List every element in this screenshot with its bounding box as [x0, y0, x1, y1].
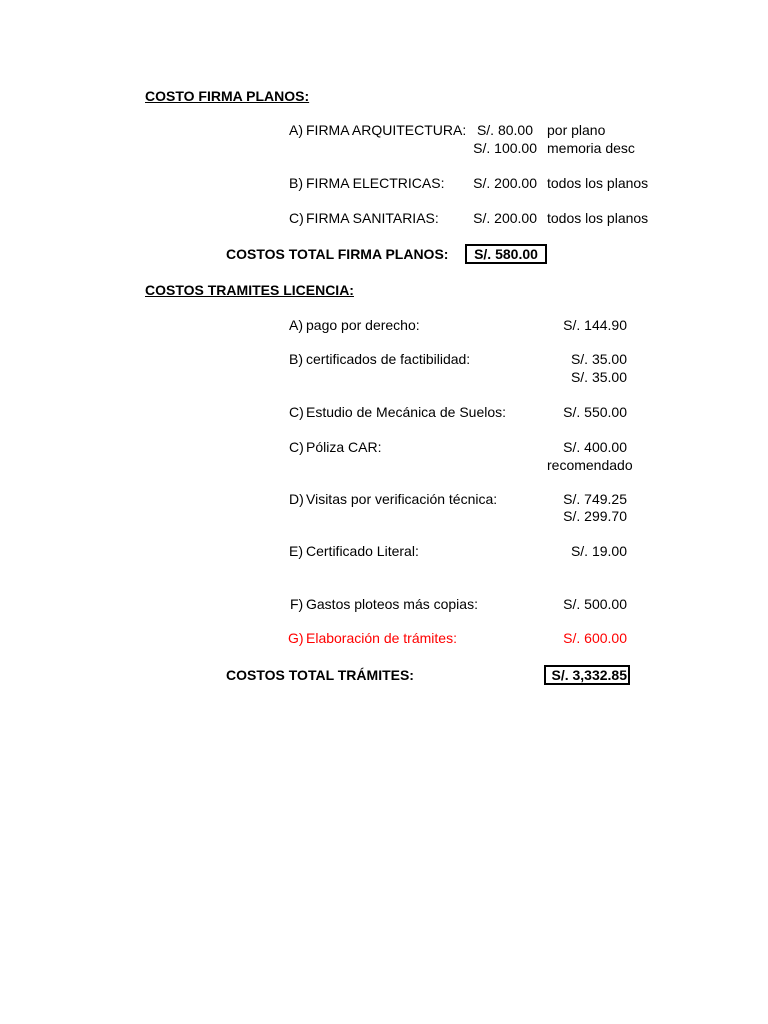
firma-b-amount: S/. 200.00 — [473, 175, 537, 191]
tramite-e-amount: S/. 19.00 — [570, 543, 627, 559]
tramite-g-amount: S/. 600.00 — [563, 630, 627, 646]
tramites-heading: COSTOS TRAMITES LICENCIA: — [145, 282, 354, 298]
firma-b-label: FIRMA ELECTRICAS: — [306, 175, 445, 191]
tramite-b-amount-2: S/. 35.00 — [570, 369, 627, 385]
firma-total-value: S/. 580.00 — [465, 244, 547, 264]
tramite-d-letter: D) — [289, 491, 304, 507]
tramite-g-letter: G) — [288, 630, 304, 646]
tramite-f-letter: F) — [290, 596, 304, 612]
firma-b-note: todos los planos — [547, 175, 649, 191]
tramite-a-amount: S/. 144.90 — [563, 317, 627, 333]
firma-a-note: por plano — [547, 122, 606, 138]
tramite-e-letter: E) — [289, 543, 303, 559]
tramite-a-label: pago por derecho: — [306, 317, 420, 333]
tramite-g-label: Elaboración de trámites: — [306, 630, 457, 646]
firma-total-label: COSTOS TOTAL FIRMA PLANOS: — [226, 246, 449, 262]
tramite-e-label: Certificado Literal: — [306, 543, 419, 559]
firma-c-letter: C) — [289, 210, 304, 226]
firma-a2-amount: S/. 100.00 — [473, 140, 537, 156]
tramite-b-label: certificados de factibilidad: — [306, 351, 471, 367]
tramite-c-letter: C) — [289, 404, 304, 420]
tramite-d-amount-2: S/. 299.70 — [563, 508, 627, 524]
firma-b-letter: B) — [289, 175, 303, 191]
firma-a2-note: memoria desc — [547, 140, 635, 156]
tramite-d-label: Visitas por verificación técnica: — [306, 491, 498, 507]
tramite-f-amount: S/. 500.00 — [563, 596, 627, 612]
tramite-c2-letter: C) — [289, 439, 304, 455]
tramite-c-label: Estudio de Mecánica de Suelos: — [306, 404, 507, 420]
firma-c-amount: S/. 200.00 — [473, 210, 537, 226]
firma-heading: COSTO FIRMA PLANOS: — [145, 88, 310, 104]
tramite-a-letter: A) — [289, 317, 303, 333]
tramite-d-amount: S/. 749.25 — [563, 491, 627, 507]
firma-a-label: FIRMA ARQUITECTURA: — [306, 122, 467, 138]
firma-c-label: FIRMA SANITARIAS: — [306, 210, 439, 226]
firma-a-letter: A) — [289, 122, 303, 138]
tramite-b-amount: S/. 35.00 — [570, 351, 627, 367]
tramite-f-label: Gastos ploteos más copias: — [306, 596, 478, 612]
tramite-c2-amount: S/. 400.00 — [563, 439, 627, 455]
tramite-c2-label: Póliza CAR: — [306, 439, 382, 455]
firma-a-amount: S/. 80.00 — [476, 122, 533, 138]
firma-c-note: todos los planos — [547, 210, 649, 226]
tramite-c2-note: recomendado — [547, 457, 633, 473]
tramite-c-amount: S/. 550.00 — [563, 404, 627, 420]
tramites-total-value: S/. 3,332.85 — [544, 665, 630, 685]
tramite-b-letter: B) — [289, 351, 303, 367]
tramites-total-label: COSTOS TOTAL TRÁMITES: — [226, 667, 414, 683]
